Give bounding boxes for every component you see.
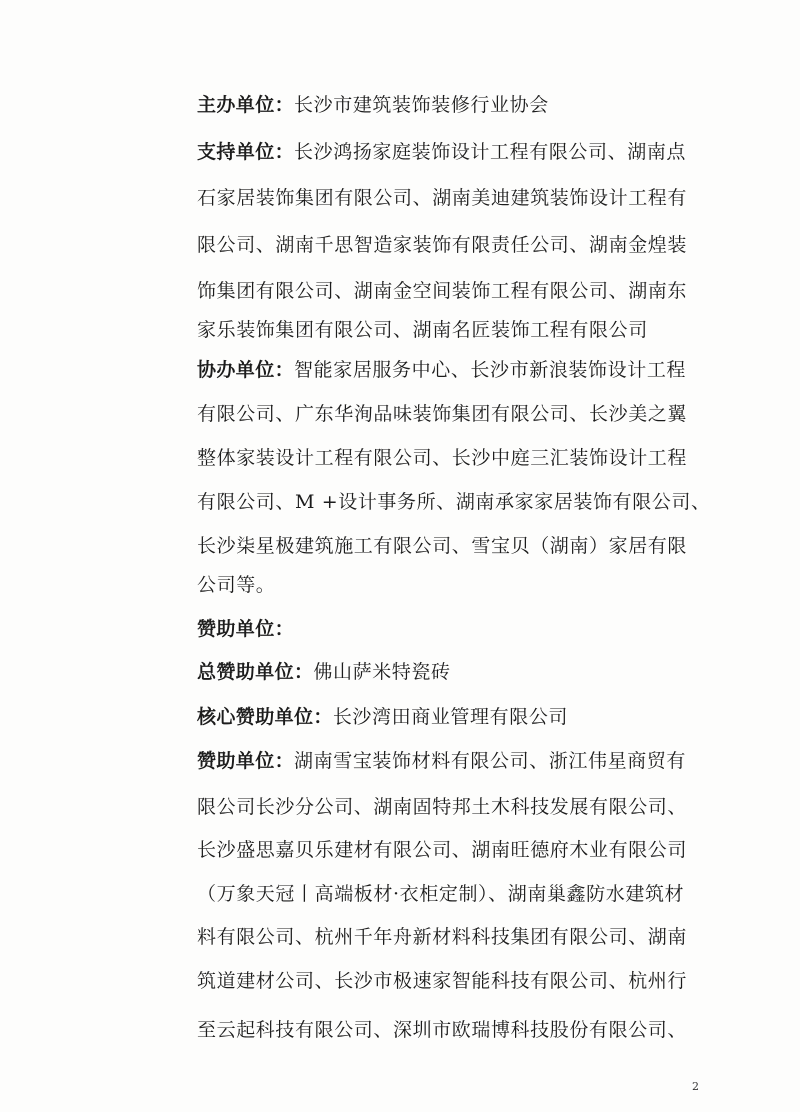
supporters-line-5 <box>197 318 648 342</box>
sponsors-line-2 <box>197 795 687 819</box>
co-organizers-text-3: 整体家装设计工程有限公司、长沙中庭三汇装饰设计工程 <box>197 447 688 469</box>
organizer-label: 主办单位： <box>197 94 295 116</box>
sponsors-text-5: 料有限公司、杭州千年舟新材料科技集团有限公司、湖南 <box>197 926 688 948</box>
title-sponsor-line <box>197 660 451 684</box>
supporters-line-4 <box>197 279 687 303</box>
sponsors-text-6: 筑道建材公司、长沙市极速家智能科技有限公司、杭州行 <box>197 970 688 992</box>
sponsors-text-7: 至云起科技有限公司、深圳市欧瑞博科技股份有限公司、 <box>197 1019 688 1041</box>
co-organizers-line-4 <box>197 490 711 514</box>
sponsors-line-7 <box>197 1018 687 1042</box>
sponsors-line-5 <box>197 925 687 949</box>
core-sponsor-text: 长沙湾田商业管理有限公司 <box>332 706 569 728</box>
sponsors-line-4 <box>197 882 684 906</box>
sponsors-line-1 <box>197 749 686 773</box>
supporters-text-4: 饰集团有限公司、湖南金空间装饰工程有限公司、湖南东 <box>197 280 688 302</box>
sponsors-line-3 <box>197 838 687 862</box>
supporters-line-3 <box>197 233 687 257</box>
co-organizers-line-2 <box>197 402 687 426</box>
organizer-text: 长沙市建筑装饰装修行业协会 <box>294 94 549 116</box>
co-organizers-text-6: 公司等。 <box>197 574 276 596</box>
core-sponsor-line <box>197 705 568 729</box>
co-organizers-line-3 <box>197 446 687 470</box>
co-organizers-text-5: 长沙柒星极建筑施工有限公司、雪宝贝（湖南）家居有限 <box>197 535 688 557</box>
supporters-label: 支持单位： <box>197 141 295 163</box>
co-organizers-line-5 <box>197 534 687 558</box>
supporters-text-2: 石家居装饰集团有限公司、湖南美迪建筑装饰设计工程有 <box>197 187 688 209</box>
co-organizers-line-6 <box>197 573 275 597</box>
sponsors-text-1: 湖南雪宝装饰材料有限公司、浙江伟星商贸有 <box>294 750 687 772</box>
sponsors-text-3: 长沙盛思嘉贝乐建材有限公司、湖南旺德府木业有限公司 <box>197 839 688 861</box>
supporters-text-5: 家乐装饰集团有限公司、湖南名匠装饰工程有限公司 <box>197 319 648 341</box>
sponsors-heading-line <box>197 617 294 641</box>
supporters-line-1 <box>197 140 686 164</box>
sponsors-heading: 赞助单位： <box>197 618 295 640</box>
co-organizers-text-1: 智能家居服务中心、长沙市新浪装饰设计工程 <box>294 359 687 381</box>
co-organizers-text-4: 有限公司、M +设计事务所、湖南承家家居装饰有限公司、 <box>197 491 711 513</box>
supporters-line-2 <box>197 186 687 210</box>
sponsors-line-6 <box>197 969 687 993</box>
sponsors-label: 赞助单位： <box>197 750 295 772</box>
co-organizers-text-2: 有限公司、广东华洵品味装饰集团有限公司、长沙美之翼 <box>197 403 688 425</box>
co-organizers-line-1 <box>197 358 686 382</box>
title-sponsor-text: 佛山萨米特瓷砖 <box>313 661 451 683</box>
sponsors-text-4: （万象天冠丨高端板材·衣柜定制）、湖南巢鑫防水建筑材 <box>197 883 685 905</box>
supporters-text-1: 长沙鸿扬家庭装饰设计工程有限公司、湖南点 <box>294 141 687 163</box>
sponsors-text-2: 限公司长沙分公司、湖南固特邦土木科技发展有限公司、 <box>197 796 688 818</box>
organizer-line <box>197 93 549 117</box>
core-sponsor-label: 核心赞助单位： <box>197 706 333 728</box>
supporters-text-3: 限公司、湖南千思智造家装饰有限责任公司、湖南金煌装 <box>197 234 688 256</box>
co-organizers-label: 协办单位： <box>197 359 295 381</box>
page-number: 2 <box>692 1080 699 1093</box>
title-sponsor-label: 总赞助单位： <box>197 661 314 683</box>
